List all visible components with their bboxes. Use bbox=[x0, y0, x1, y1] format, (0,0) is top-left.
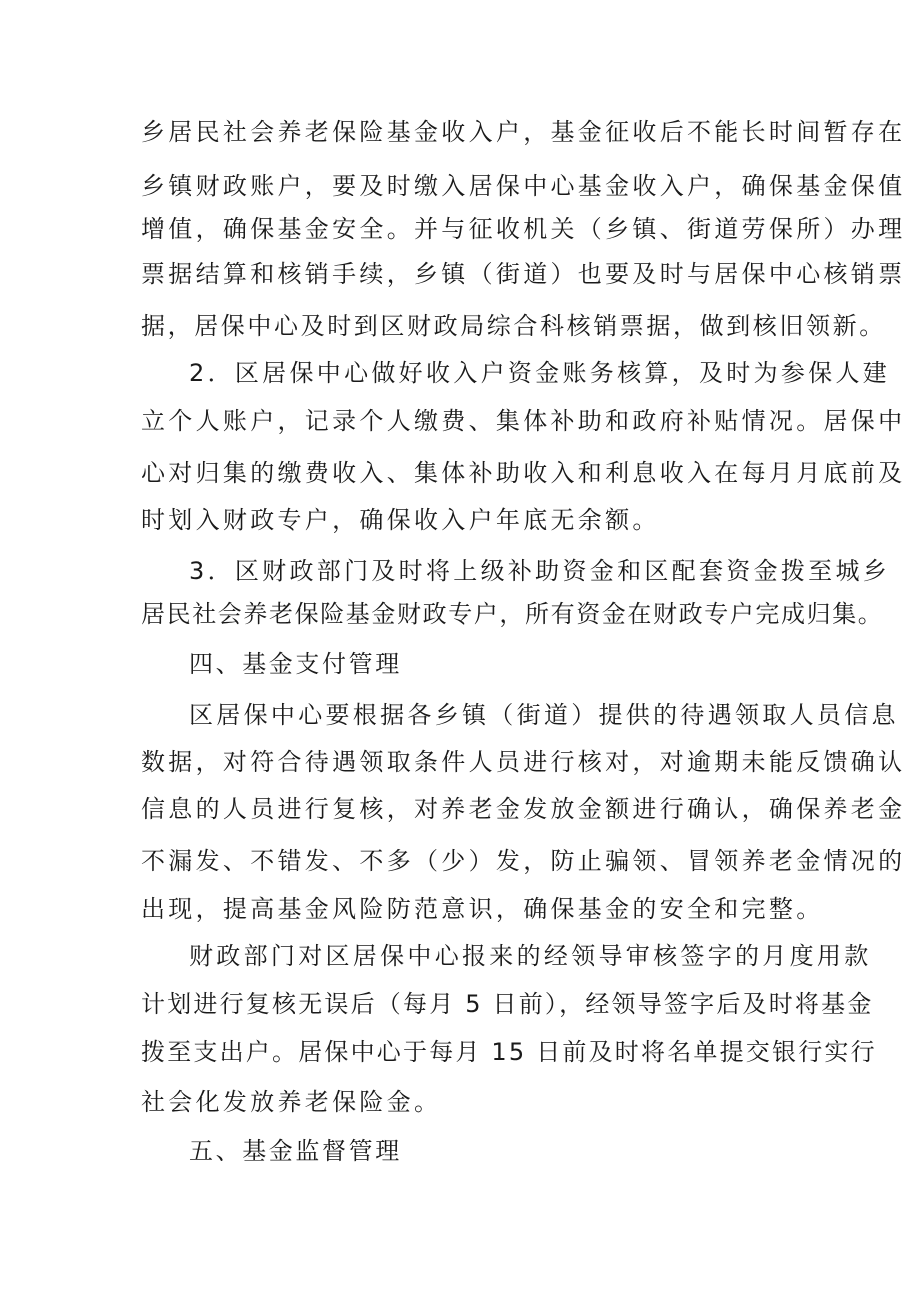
paragraph-line: 据，居保中心及时到区财政局综合科核销票据，做到核旧领新。 bbox=[141, 312, 886, 340]
paragraph-line: 心对归集的缴费收入、集体补助收入和利息收入在每月月底前及 bbox=[141, 459, 906, 487]
paragraph-line: 社会化发放养老保险金。 bbox=[141, 1088, 442, 1116]
paragraph-line: 区居保中心要根据各乡镇（街道）提供的待遇领取人员信息 bbox=[189, 701, 899, 729]
paragraph-line: 立个人账户，记录个人缴费、集体补助和政府补贴情况。居保中 bbox=[141, 407, 906, 435]
paragraph-line: 票据结算和核销手续，乡镇（街道）也要及时与居保中心核销票 bbox=[141, 260, 906, 288]
paragraph-line: 不漏发、不错发、不多（少）发，防止骗领、冒领养老金情况的 bbox=[141, 847, 906, 875]
paragraph-line: 财政部门对区居保中心报来的经领导审核签字的月度用款 bbox=[189, 942, 872, 970]
paragraph-line: 信息的人员进行复核，对养老金发放金额进行确认，确保养老金 bbox=[141, 795, 906, 823]
paragraph-line: 计划进行复核无误后（每月 5 日前），经领导签字后及时将基金 bbox=[141, 990, 874, 1018]
paragraph-line: 增值，确保基金安全。并与征收机关（乡镇、街道劳保所）办理 bbox=[141, 215, 906, 243]
paragraph-line: 拨至支出户。居保中心于每月 15 日前及时将名单提交银行实行 bbox=[141, 1038, 877, 1066]
paragraph-line: 居民社会养老保险基金财政专户，所有资金在财政专户完成归集。 bbox=[141, 600, 884, 628]
section-heading: 四、基金支付管理 bbox=[189, 650, 402, 678]
paragraph-line: 乡居民社会养老保险基金收入户，基金征收后不能长时间暂存在 bbox=[141, 118, 906, 146]
paragraph-line: 数据，对符合待遇领取条件人员进行核对，对逾期未能反馈确认 bbox=[141, 748, 906, 776]
paragraph-line: 3．区财政部门及时将上级补助资金和区配套资金拨至城乡 bbox=[189, 557, 891, 585]
paragraph-line: 时划入财政专户，确保收入户年底无余额。 bbox=[141, 506, 660, 534]
paragraph-line: 出现，提高基金风险防范意识，确保基金的安全和完整。 bbox=[141, 895, 824, 923]
paragraph-line: 2．区居保中心做好收入户资金账务核算，及时为参保人建 bbox=[189, 359, 891, 387]
paragraph-line: 乡镇财政账户，要及时缴入居保中心基金收入户，确保基金保值 bbox=[141, 172, 906, 200]
section-heading: 五、基金监督管理 bbox=[189, 1137, 402, 1165]
